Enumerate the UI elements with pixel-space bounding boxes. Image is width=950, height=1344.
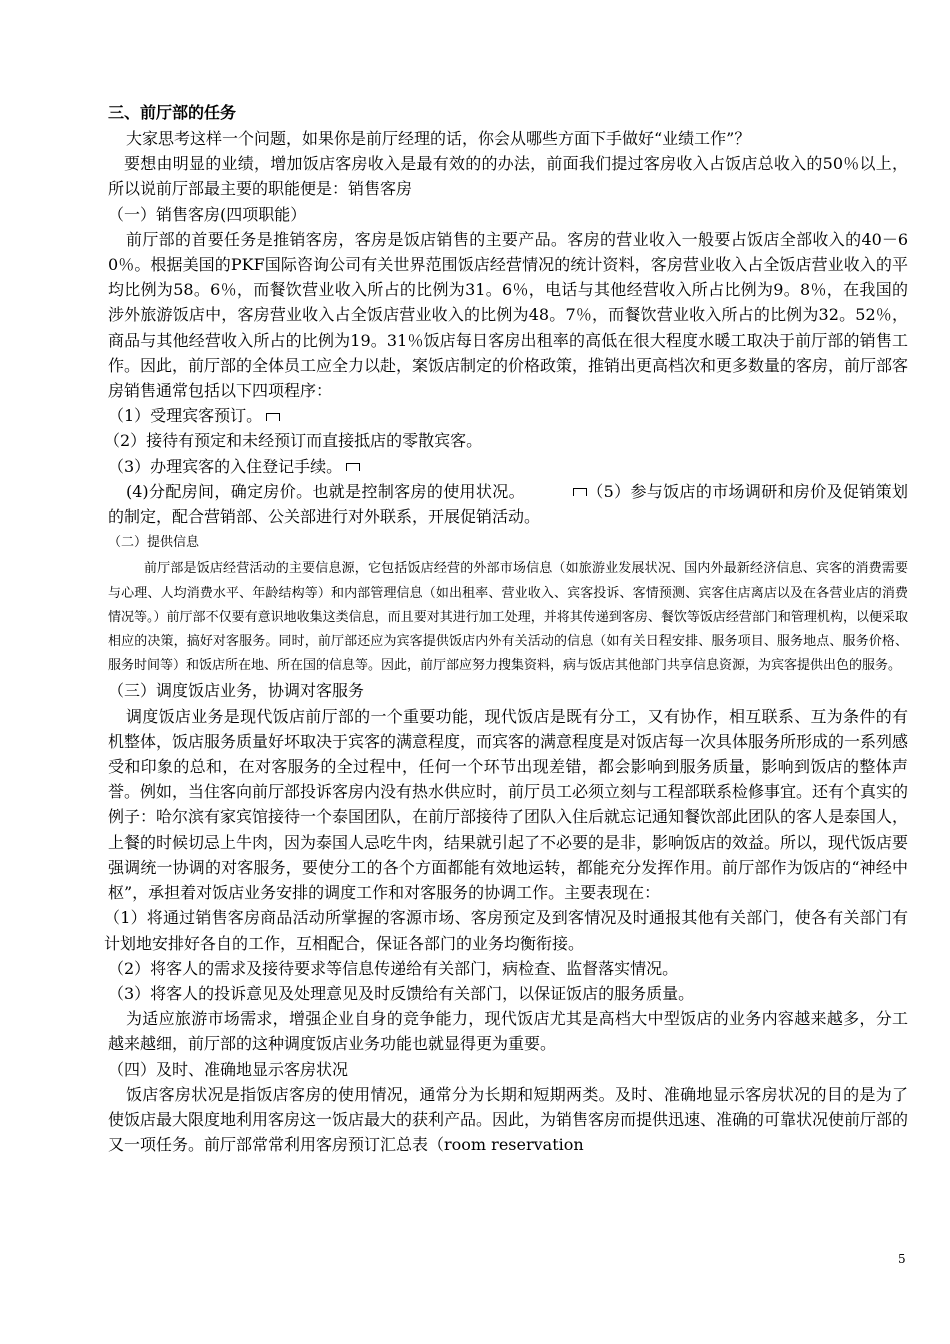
part3-heading: （三）调度饭店业务，协调对客服务 <box>108 681 365 701</box>
part1-body: 前厅部的首要任务是推销客房，客房是饭店销售的主要产品。客房的营业收入一般要占饭店全部收入的40－60％。根据美国的PKF国际咨询公司有关世界范围饭店经营情况的统计资料，客房营业收入占全饭店营业收入的平均比例为58。6％，而餐饮营业收入所占的比例为31。6％，电话与其他经营收入所占比例为9。8％，在我国的涉外旅游饭店中，客房营业收入占全饭店营业收入的比例为48。7％，而餐饮营业收入所占的比例为32。52％，商品与其他经营收入所占的比例为19。31％饭店每日客房出租率的高低在很大程度水暖工取决于前厅部的销售工作。因此，前厅部的全体员工应全力以赴，案饭店制定的价格政策，推销出更高档次和更多数量的客房，前厅部客房销售通常包括以下四项程序： <box>108 229 909 401</box>
part3-item: （2）将客人的需求及接待要求等信息传递给有关部门，病检查、监督落实情况。 <box>108 958 679 978</box>
intro-paragraph: 要想由明显的业绩，增加饭店客房收入是最有效的的办法，前面我们提过客房收入占饭店总收入的50％以上，所以说前厅部最主要的职能便是：销售客房 <box>108 154 908 199</box>
part3-item: （3）将客人的投诉意见及处理意见及时反馈给有关部门，以保证饭店的服务质量。 <box>108 983 695 1003</box>
part1-item-text: （5）参与饭店的市场调研和房价及促销策划的制定，配合营销部、公关部进行对外联系，开展促销活动。 <box>108 481 908 527</box>
part4-heading: （四）及时、准确地显示客房状况 <box>108 1059 349 1079</box>
part1-item-text: （1）受理宾客预订。 <box>108 406 263 426</box>
intro-question: 大家思考这样一个问题，如果你是前厅经理的话，你会从哪些方面下手做好“业绩工作”？ <box>126 129 751 148</box>
page-number: 5 <box>898 1252 906 1266</box>
section-title: 三、前厅部的任务 <box>108 103 237 122</box>
part1-item <box>108 479 908 529</box>
part3-body: 调度饭店业务是现代饭店前厅部的一个重要功能，现代饭店是既有分工，又有协作，相互联系、互为条件的有机整体，饭店服务质量好坏取决于宾客的满意程度，而宾客的满意程度是对饭店每一次具体服务所形成的一系列感受和印象的总和，在对客服务的全过程中，任何一个环节出现差错，都会影响到服务质量，影响到饭店的整体声誉。例如，当住客向前厅部投诉客房内没有热水供应时，前厅员工必须立刻与工程部联系检修事宜。还有个真实的例子：哈尔滨有家宾馆接待一个泰国团队，在前厅部接待了团队入住后就忘记通知餐饮部此团队的客人是泰国人，上餐的时候切忌上牛肉，因为泰国人忌吃牛肉，结果就引起了不必要的是非，影响饭店的效益。所以，现代饭店要强调统一协调的对客服务，要使分工的各个方面都能有效地运转，都能充分发挥作用。前厅部作为饭店的“神经中枢”，承担着对饭店业务安排的调度工作和对客服务的协调工作。主要表现在： <box>108 706 909 903</box>
part1-item-text: （3）办理宾客的入住登记手续。 <box>108 456 343 476</box>
part4-body: 饭店客房状况是指饭店客房的使用情况，通常分为长期和短期两类。及时、准确地显示客房状况的目的是为了使饭店最大限度地利用客房这一饭店最大的获利产品。因此，为销售客房而提供迅速、准确的可靠状况使前厅部的又一项任务。前厅部常常利用客房预订汇总表（room reservation <box>108 1084 909 1155</box>
part1-item-text: (4)分配房间，确定房价。也就是控制客房的使用状况。 <box>126 481 525 501</box>
bracket-mark-icon <box>573 488 587 496</box>
bracket-mark-icon <box>266 413 280 421</box>
document-body <box>104 100 909 1157</box>
part2-heading: （二）提供信息 <box>108 535 200 551</box>
part2-body: 前厅部是饭店经营活动的主要信息源，它包括饭店经营的外部市场信息（如旅游业发展状况、国内外最新经济信息、宾客的消费需要与心理、人均消费水平、年龄结构等）和内部管理信息（如出租率、营业收入、宾客投诉、客情预测、宾客住店离店以及在各营业店的消费情况等。）前厅部不仅要有意识地收集这类信息，而且要对其进行加工处理，并将其传递到客房、餐饮等饭店经营部门和管理机构，以便采取相应的决策，搞好对客服务。同时，前厅部还应为宾客提供饭店内外有关活动的信息（如有关日程安排、服务项目、服务地点、服务价格、服务时间等）和饭店所在地、所在国的信息等。因此，前厅部应努力搜集资料，病与饭店其他部门共享信息资源，为宾客提供出色的服务。 <box>108 561 908 674</box>
part3-closing: 为适应旅游市场需求，增强企业自身的竞争能力，现代饭店尤其是高档大中型饭店的业务内容越来越多，分工越来越细，前厅部的这种调度饭店业务功能也就显得更为重要。 <box>108 1009 908 1054</box>
part1-item: （2）接待有预定和未经预订而直接抵店的零散宾客。 <box>104 431 483 451</box>
bracket-mark-icon <box>346 463 360 471</box>
part1-item <box>108 454 908 479</box>
part3-item: （1）将通过销售客房商品活动所掌握的客源市场、客房预定及到客情况及时通报其他有关部门，使各有关部门有计划地安排好各自的工作，互相配合，保证各部门的业务均衡衔接。 <box>104 908 908 953</box>
part1-item <box>108 403 908 428</box>
part1-heading: （一）销售客房(四项职能） <box>108 204 307 224</box>
